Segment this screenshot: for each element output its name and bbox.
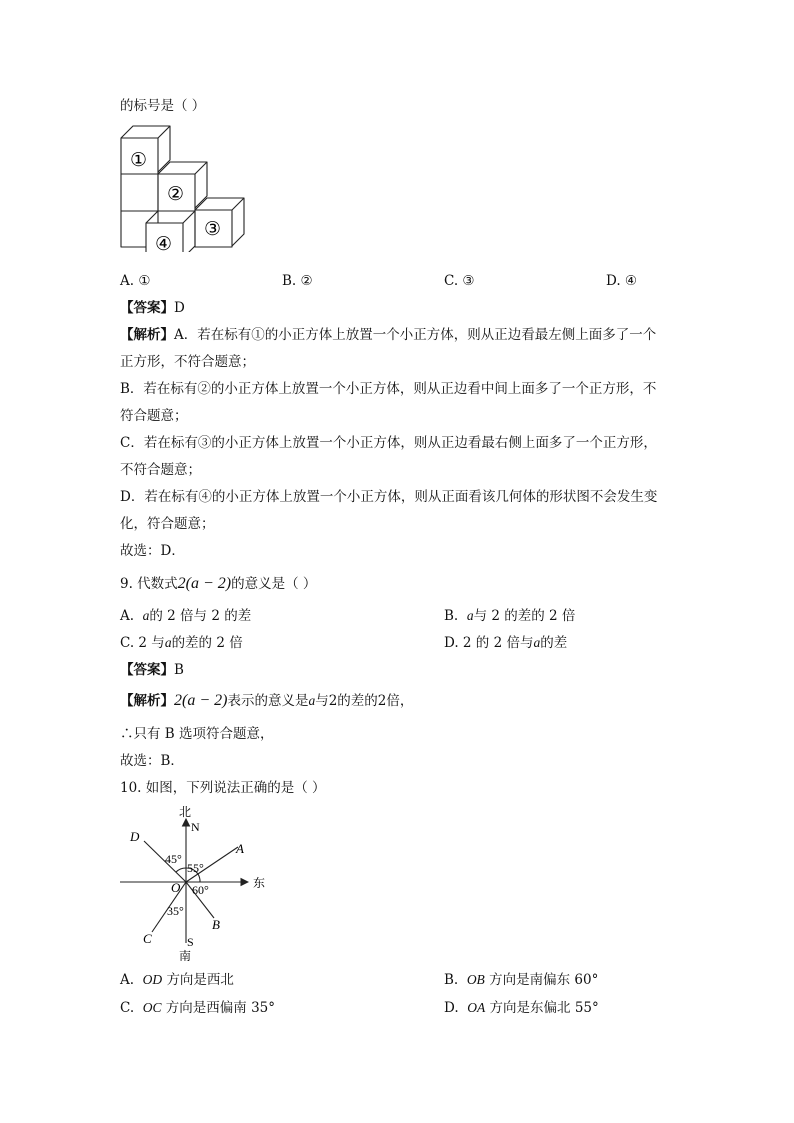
ray-c-label: C — [143, 931, 152, 946]
compass-east-label: 东 — [253, 876, 266, 890]
analysis-tag: 【解析】 — [120, 693, 174, 709]
cube-label-3: ③ — [204, 219, 222, 240]
option-letter: C. — [120, 1000, 135, 1016]
q8-option-c: C. ③ — [444, 273, 475, 289]
variable-a: a — [164, 635, 172, 650]
ray-a-label: A — [236, 841, 244, 856]
option-letter: B. — [444, 972, 459, 988]
answer-value: B — [174, 662, 184, 678]
q10-option-b — [444, 971, 598, 989]
compass-n-label: N — [191, 820, 200, 834]
option-text: 方向是西北 — [166, 972, 234, 988]
q9-expression: 2(a − 2) — [177, 575, 232, 592]
q8-analysis-line-1 — [120, 326, 656, 344]
q8-analysis-line-8: 化，符合题意； — [120, 516, 215, 532]
q8-answer-line — [120, 299, 185, 317]
q9-answer-line — [120, 661, 184, 679]
q8-conclusion: 故选：D． — [120, 543, 185, 559]
ray-d-label: D — [130, 829, 140, 844]
cube-label-1: ① — [130, 150, 148, 171]
option-letter: A. — [120, 608, 135, 624]
option-text: 的 2 倍与 2 的差 — [149, 608, 252, 624]
answer-value: D — [174, 300, 185, 316]
q9-option-c — [120, 634, 243, 652]
q9-option-a — [120, 607, 251, 625]
option-text: 方向是东偏北 55° — [489, 1000, 599, 1016]
analysis-tag: 【解析】 — [120, 327, 174, 343]
compass-north-label: 北 — [179, 805, 192, 819]
option-letter: A. — [120, 972, 135, 988]
q10-option-d — [444, 999, 599, 1017]
q9-analysis-line-2: ∴只有 B 选项符合题意， — [120, 726, 274, 742]
angle-45-label: 45° — [165, 852, 182, 866]
q9-option-b — [444, 607, 575, 625]
variable-a: a — [466, 608, 474, 623]
q9-analysis-line-1 — [120, 692, 413, 710]
q8-stem-tail: 的标号是（ ） — [120, 98, 206, 114]
origin-o-label: O — [171, 880, 181, 895]
option-text: 方向是南偏东 60° — [489, 972, 599, 988]
q9-conclusion: 故选：B． — [120, 753, 184, 769]
analysis-text: 表示的意义是 — [227, 693, 309, 709]
compass-south-label: 南 — [179, 949, 192, 963]
q8-option-b: B. ② — [282, 273, 313, 289]
option-letter: D. — [444, 1000, 459, 1016]
option-text: C. 2 与 — [120, 635, 165, 651]
variable-a: a — [308, 693, 316, 708]
q9-stem-post: 的意义是（ ） — [231, 576, 317, 592]
angle-60-label: 60° — [192, 883, 209, 897]
q10-option-c — [120, 999, 275, 1017]
q10-option-a — [120, 971, 234, 989]
cube-label-4: ④ — [155, 234, 173, 252]
q8-option-a: A. ① — [120, 273, 151, 289]
q8-option-d: D. ④ — [606, 273, 638, 289]
q10-stem: 10. 如图，下列说法正确的是（ ） — [120, 780, 326, 796]
option-text: D. 2 的 2 倍与 — [444, 635, 534, 651]
q8-analysis-line-4: 符合题意； — [120, 408, 188, 424]
q9-stem — [120, 575, 316, 593]
ray-name: OD — [142, 972, 163, 987]
option-text: 的差 — [540, 635, 568, 651]
q9-stem-pre: 9. 代数式 — [120, 576, 178, 592]
q8-analysis-line-2: 正方形，不符合题意； — [120, 354, 255, 370]
ray-name: OC — [142, 1000, 162, 1015]
answer-tag: 【答案】 — [120, 662, 174, 678]
analysis-text: 与2的差的2倍， — [315, 693, 414, 709]
q8-analysis-line-3: B．若在标有②的小正方体上放置一个小正方体，则从正边看中间上面多了一个正方形，不 — [120, 381, 657, 397]
q10-compass-figure — [116, 803, 276, 963]
ray-name: OA — [467, 1000, 486, 1015]
analysis-text: A．若在标有①的小正方体上放置一个小正方体，则从正边看最左侧上面多了一个 — [174, 327, 657, 343]
q8-analysis-line-6: 不符合题意； — [120, 462, 201, 478]
option-text: 与 2 的差的 2 倍 — [473, 608, 576, 624]
variable-a: a — [142, 608, 150, 623]
option-text: 的差的 2 倍 — [171, 635, 243, 651]
ray-name: OB — [466, 972, 485, 987]
q8-analysis-line-7: D．若在标有④的小正方体上放置一个小正方体，则从正面看该几何体的形状图不会发生变 — [120, 489, 658, 505]
ray-b-label: B — [212, 917, 220, 932]
variable-a: a — [533, 635, 541, 650]
q8-analysis-line-5: C．若在标有③的小正方体上放置一个小正方体，则从正边看最右侧上面多了一个正方形， — [120, 435, 657, 451]
option-text: 方向是西偏南 35° — [165, 1000, 276, 1016]
option-letter: B. — [444, 608, 459, 624]
cube-label-2: ② — [167, 184, 185, 205]
analysis-expression: 2(a − 2) — [174, 692, 228, 709]
compass-s-label: S — [187, 935, 194, 949]
q9-option-d — [444, 634, 567, 652]
angle-55-label: 55° — [187, 861, 204, 875]
q8-cube-figure — [118, 120, 250, 252]
answer-tag: 【答案】 — [120, 300, 174, 316]
angle-35-label: 35° — [167, 904, 184, 918]
